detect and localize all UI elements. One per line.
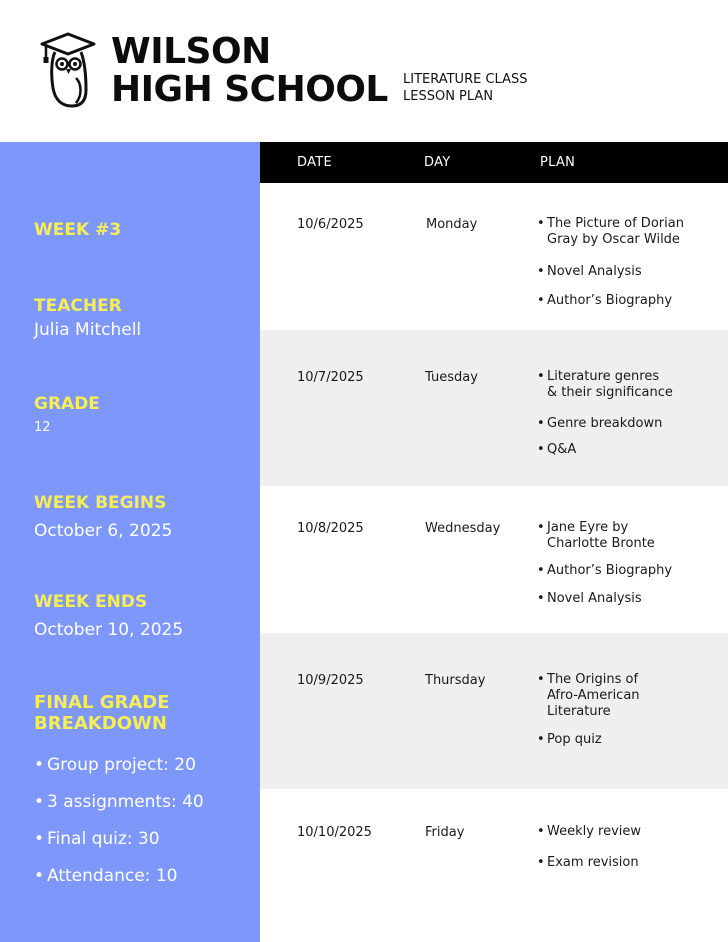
subtitle-line1: LITERATURE CLASS [403,72,528,87]
school-name-line2: HIGH SCHOOL [111,69,388,110]
week-ends-block [34,592,183,640]
bullet-icon: • [537,416,545,431]
table-row [260,789,728,942]
plan-item: • Author’s Biography [537,563,673,578]
final-grade-breakdown [34,692,249,902]
breakdown-label [34,692,249,734]
week-begins-value: October 6, 2025 [34,521,173,541]
bullet-icon: • [537,293,545,308]
plan-item: • Weekly review [537,824,642,839]
week-ends-value: October 10, 2025 [34,620,184,640]
plan-item: • Jane Eyre by Charlotte Bronte [537,520,655,551]
teacher-block [34,296,141,340]
bullet-icon: • [537,563,545,578]
list-item: • Final quiz: 30 [34,829,160,849]
row-day: Wednesday [425,521,501,536]
plan-item: • Genre breakdown [537,416,663,431]
bullet-icon: • [537,824,545,839]
row-date: 10/8/2025 [297,521,364,536]
plan-item: • The Picture of Dorian Gray by Oscar Wilde [537,216,684,247]
plan-item: • Author’s Biography [537,293,673,308]
plan-item: • Literature genres & their significance [537,369,673,400]
grade-value: 12 [34,420,51,435]
table-row [260,330,728,486]
bullet-icon: • [537,672,545,687]
week-ends-label: WEEK ENDS [34,592,148,612]
subtitle-line2: LESSON PLAN [403,89,494,104]
bullet-icon: • [537,520,545,535]
row-day: Tuesday [425,370,478,385]
plan-item: • Novel Analysis [537,591,642,606]
plan-item: • The Origins of Afro-American Literature [537,672,640,719]
list-item: • Attendance: 10 [34,866,178,886]
breakdown-label-line1: FINAL GRADE [34,692,170,713]
bullet-icon: • [537,732,545,747]
row-day: Friday [425,825,465,840]
column-header-plan: PLAN [540,155,576,170]
school-name [111,33,388,109]
bullet-icon: • [34,829,45,849]
teacher-label: TEACHER [34,296,122,316]
week-label: WEEK #3 [34,220,122,240]
info-sidebar [0,142,260,942]
header [0,0,728,142]
week-begins-block [34,493,172,541]
table-row [260,183,728,330]
column-header-day: DAY [424,155,451,170]
week-number [34,220,121,240]
bullet-icon: • [537,264,545,279]
bullet-icon: • [537,216,545,231]
row-day: Thursday [425,673,486,688]
grade-block [34,394,100,435]
breakdown-list [34,754,249,902]
bullet-icon: • [537,442,545,457]
bullet-icon: • [34,866,45,886]
list-item: • 3 assignments: 40 [34,792,204,812]
column-header-date: DATE [297,155,333,170]
row-date: 10/6/2025 [297,217,364,232]
bullet-icon: • [537,591,545,606]
teacher-value: Julia Mitchell [34,320,142,340]
row-day: Monday [426,217,478,232]
plan-item: • Pop quiz [537,732,602,747]
table-header [260,142,728,183]
list-item: • Group project: 20 [34,755,196,775]
row-date: 10/10/2025 [297,825,372,840]
bullet-icon: • [34,792,45,812]
school-name-line1: WILSON [111,31,271,72]
bullet-icon: • [537,369,545,384]
plan-item: • Exam revision [537,855,639,870]
plan-item: • Q&A [537,442,577,457]
row-date: 10/9/2025 [297,673,364,688]
bullet-icon: • [34,755,45,775]
table-row [260,486,728,633]
table-row [260,633,728,789]
owl-graduation-cap-icon [38,30,98,110]
grade-label: GRADE [34,394,100,414]
row-date: 10/7/2025 [297,370,364,385]
week-begins-label: WEEK BEGINS [34,493,167,513]
breakdown-label-line2: BREAKDOWN [34,713,167,734]
document-subtitle [403,71,527,105]
plan-item: • Novel Analysis [537,264,642,279]
bullet-icon: • [537,855,545,870]
